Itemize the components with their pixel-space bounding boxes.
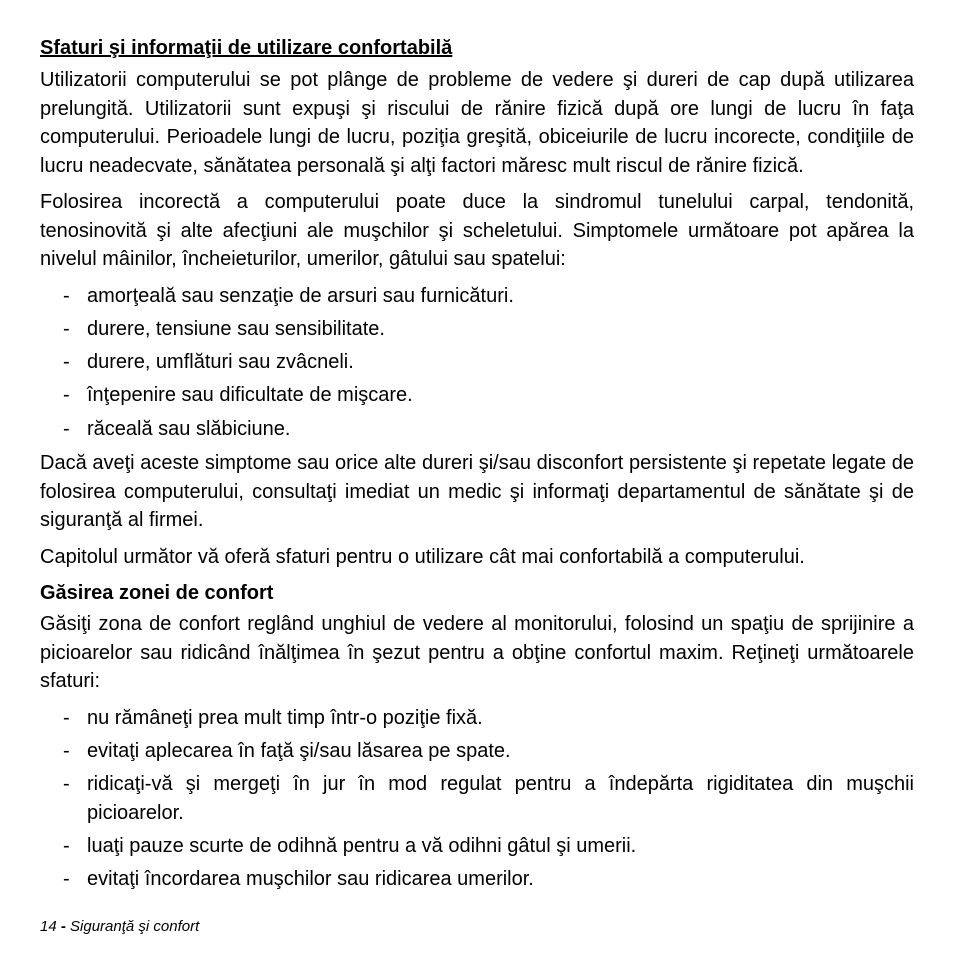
list-item (40, 704, 914, 733)
list-item (40, 832, 914, 861)
list-item-text: nu rămâneţi prea mult timp într-o poziţie fixă. (87, 706, 483, 729)
list-item-text: luaţi pauze scurte de odihnă pentru a vă odihni gâtul şi umerii. (87, 835, 637, 858)
list-marker: - (63, 351, 70, 374)
list-item-text: durere, umflături sau zvâcneli. (87, 351, 354, 374)
list-item-text: amorţeală sau senzaţie de arsuri sau furnicături. (87, 284, 514, 307)
footer-section-title: Siguranţă şi confort (70, 918, 200, 935)
subsection-heading: Găsirea zonei de confort (40, 582, 274, 605)
list-item (40, 737, 914, 766)
list-marker: - (63, 384, 70, 407)
list-marker: - (63, 284, 70, 307)
symptoms-list (40, 282, 914, 444)
list-item (40, 770, 914, 827)
page-footer (40, 917, 199, 937)
list-marker: - (63, 835, 70, 858)
list-item-text: răceală sau slăbiciune. (87, 417, 291, 440)
list-item (40, 415, 914, 444)
symptoms-intro-paragraph: Folosirea incorectă a computerului poate duce la sindromul tunelului carpal, tendonită, tenosinovită şi alte afecţiuni ale muşchilor şi scheletului. Simptomele următoare pot apărea la nivelul mâinilor, încheieturilor, umerilor, gâtului sau spatelui: (40, 191, 914, 270)
list-item-text: înţepenire sau dificultate de mişcare. (87, 384, 413, 407)
list-item (40, 865, 914, 894)
list-item-text: ridicaţi-vă şi mergeţi în jur în mod regulat pentru a îndepărta rigiditatea din muşchii picioarelor. (87, 773, 914, 824)
comfort-zone-paragraph: Găsiţi zona de confort reglând unghiul de vedere al monitorului, folosind un spaţiu de sprijinire a picioarelor sau ridicând înălţimea în şezut pentru a obţine confortul maxim. Reţineţi următoarele sfaturi: (40, 613, 914, 693)
footer-separator: - (60, 918, 66, 935)
list-item (40, 315, 914, 344)
list-item-text: durere, tensiune sau sensibilitate. (87, 317, 385, 340)
list-marker: - (63, 417, 70, 440)
list-marker: - (63, 739, 70, 762)
list-item (40, 348, 914, 377)
list-item (40, 381, 914, 410)
intro-paragraph: Utilizatorii computerului se pot plânge de probleme de vedere şi dureri de cap după utilizarea prelungită. Utilizatorii sunt expuşi şi riscului de rănire fizică după ore lungi de lucru în faţa computerului. Perioadele lungi de lucru, poziţia greşită, obiceiurile de lucru incorecte, condiţiile de lucru neadecvate, sănătatea personală şi alţi factori măresc mult riscul de rănire fizică. (40, 69, 914, 177)
list-item-text: evitaţi aplecarea în faţă şi/sau lăsarea pe spate. (87, 739, 511, 762)
list-marker: - (63, 773, 70, 796)
document-page (40, 34, 914, 900)
page-number: 14 (40, 918, 57, 935)
list-marker: - (63, 317, 70, 340)
section-heading: Sfaturi şi informaţii de utilizare confortabilă (40, 37, 453, 59)
tips-list (40, 704, 914, 894)
list-marker: - (63, 706, 70, 729)
list-marker: - (63, 868, 70, 891)
next-chapter-paragraph: Capitolul următor vă oferă sfaturi pentru o utilizare cât mai confortabilă a computerului. (40, 545, 805, 568)
list-item (40, 282, 914, 311)
list-item-text: evitaţi încordarea muşchilor sau ridicarea umerilor. (87, 868, 534, 891)
advice-paragraph: Dacă aveţi aceste simptome sau orice alte dureri şi/sau disconfort persistente şi repetate legate de folosirea computerului, consultaţi imediat un medic şi informaţi departamentul de sănătate şi de siguranţă al firmei. (40, 452, 914, 532)
